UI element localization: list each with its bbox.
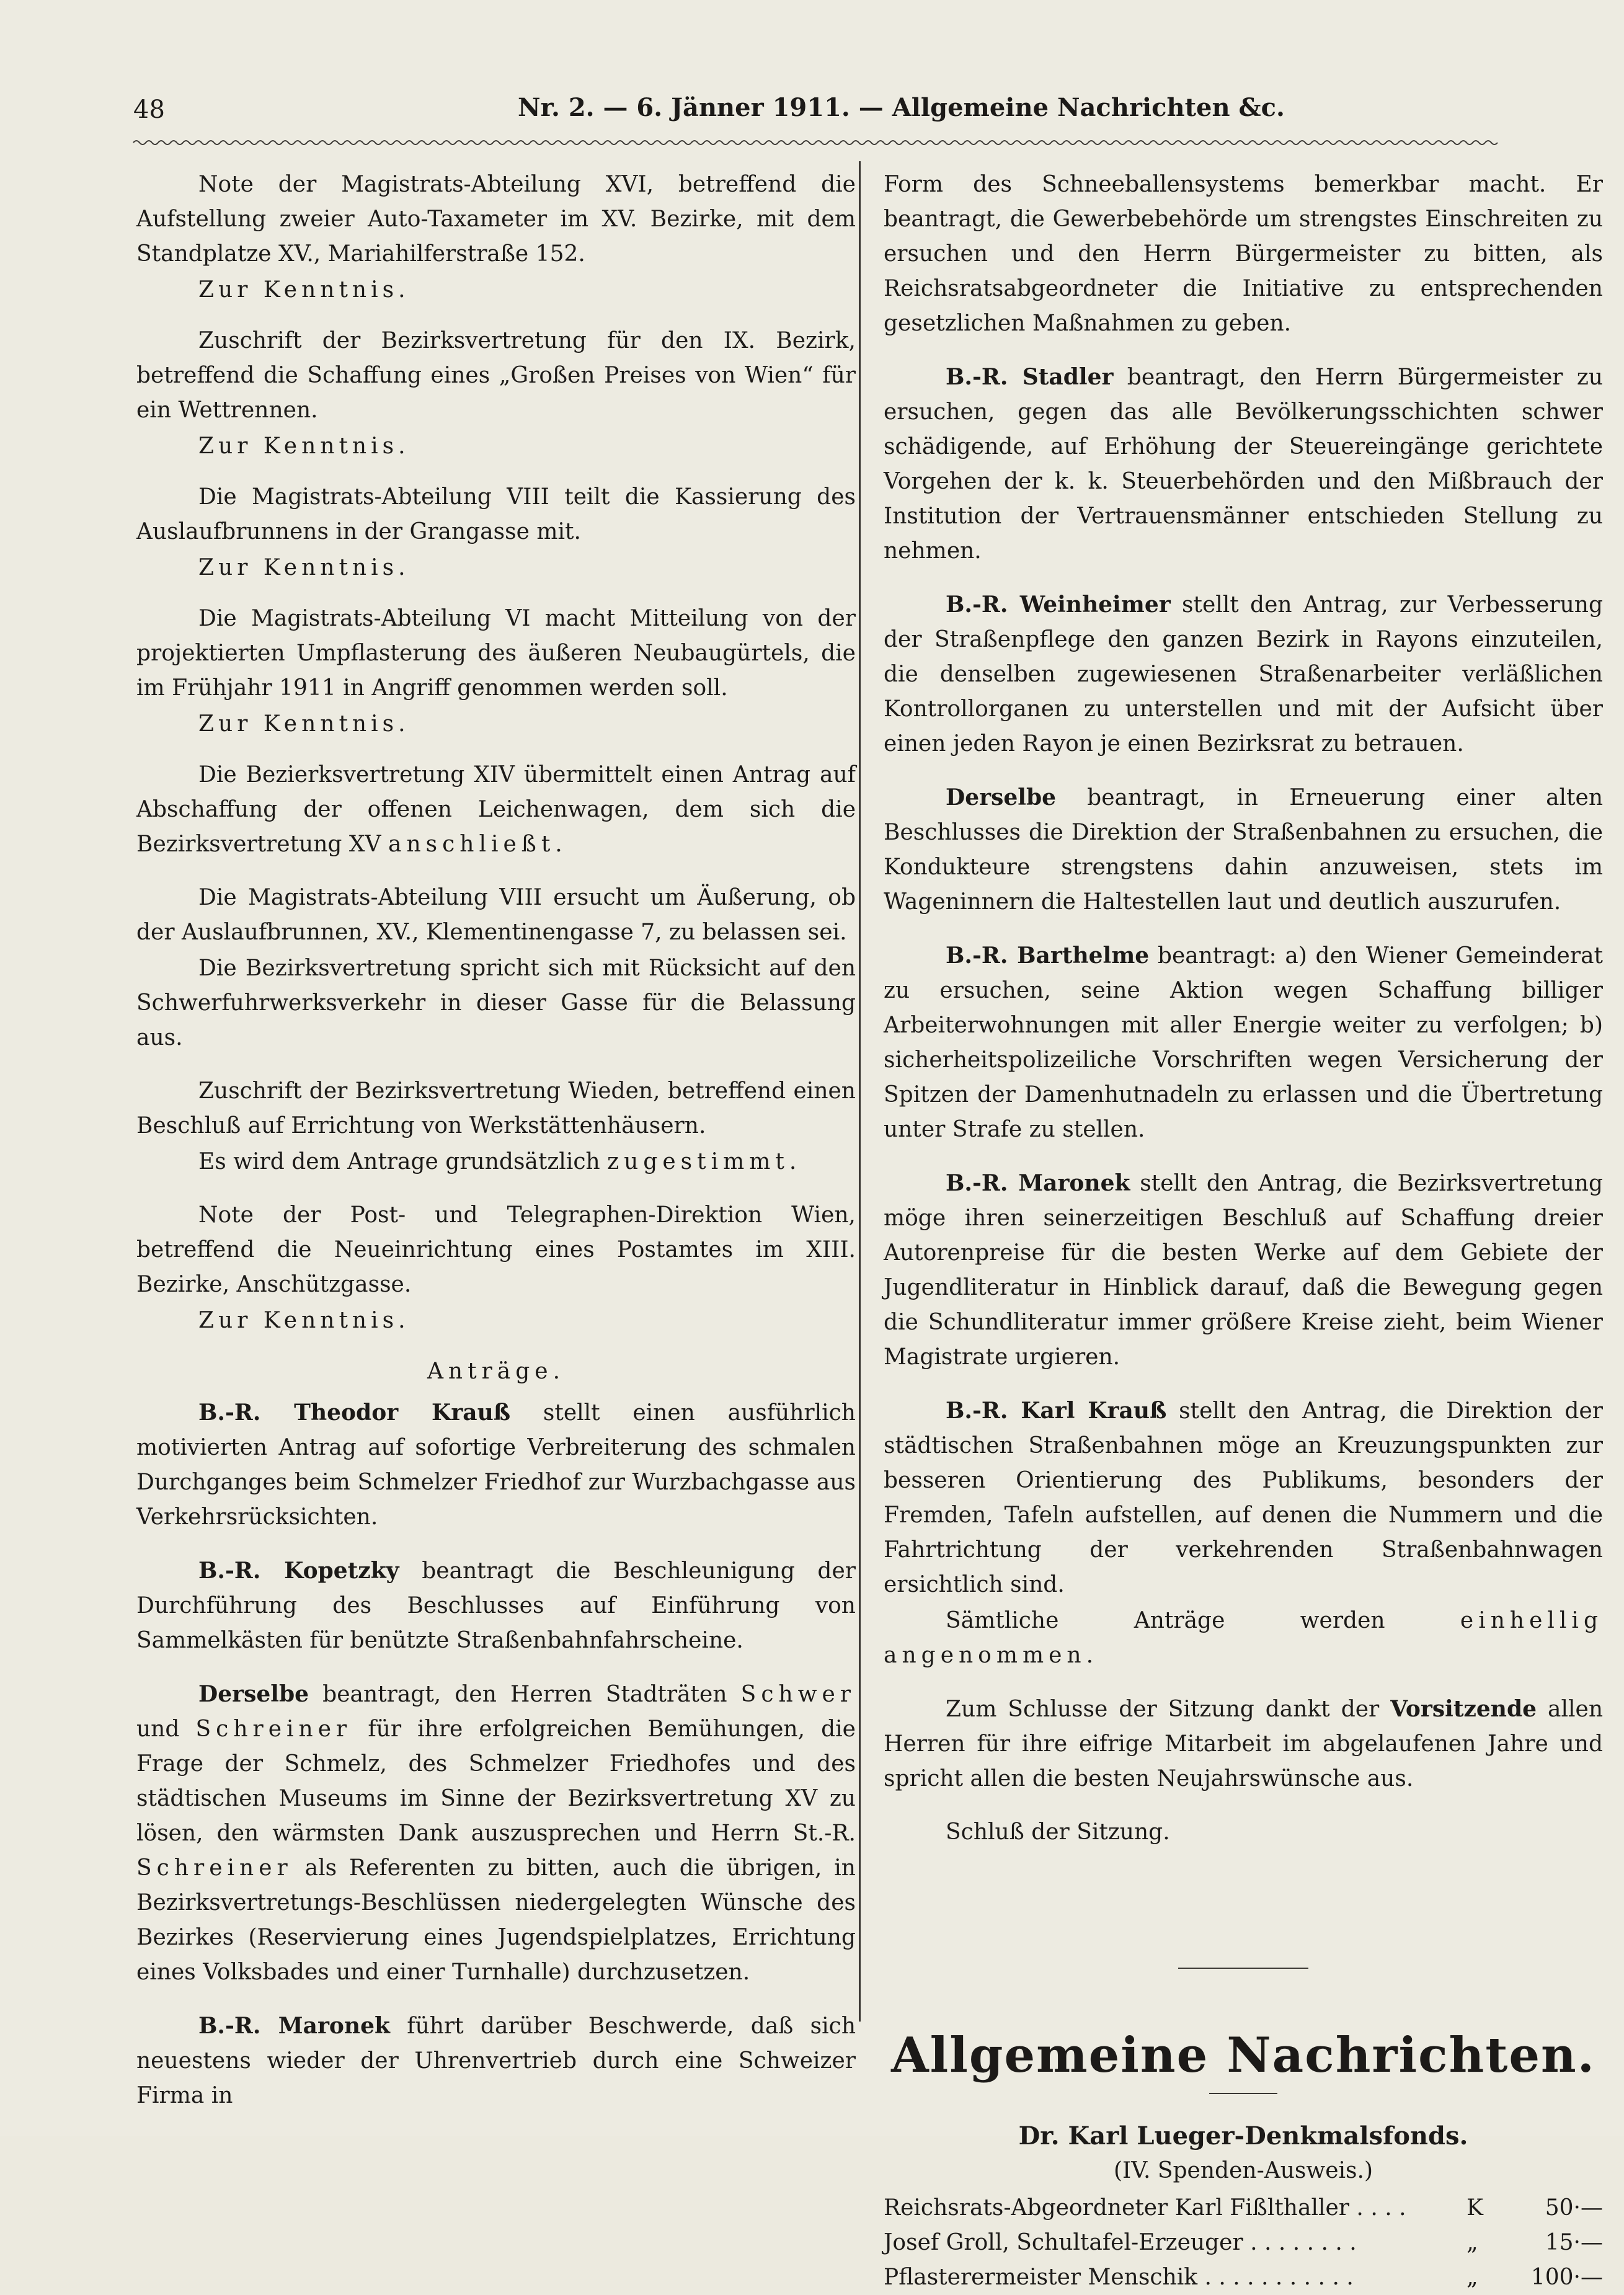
closing-line: Schluß der Sitzung. [946,1819,1170,1845]
speaker-name: Derselbe [198,1681,309,1707]
speaker-name: B.-R. Theodor Krauß [198,1400,511,1426]
section-divider [1178,1968,1308,1969]
paragraph-text: Sämtliche Anträge werden [946,1608,1385,1633]
fund-subtitle: (IV. Spenden-Ausweis.) [1113,2158,1373,2183]
resolution [136,1145,856,1179]
spaced-text: zugestimmt. [607,1149,802,1174]
paragraph: Die Magistrats-Abteilung VIII teilt die Kassierung des Auslaufbrunnens in der Grangasse mit. [136,484,856,544]
donor-name: Josef Groll, Schultafel-Erzeuger . . . . . . . . [884,2230,1357,2255]
paragraph: Zuschrift der Bezirksvertretung Wieden, betreffend einen Beschluß auf Errichtung von Werkstättenhäusern. [136,1078,856,1139]
wavy-rule [133,138,1498,148]
motion-text: beantragt, in Erneuerung einer alten Beschlusses die Direktion der Straßenbahnen zu ersuchen, die Kondukteure strengstens dahin anzuweisen, stets im Wageninnern die Haltestellen laut und deutlich auszurufen. [884,785,1604,915]
paragraph: Note der Magistrats-Abteilung XVI, betreffend die Aufstellung zweier Auto-Taxameter im XV. Bezirke, mit dem Standplatze XV., Mariahilferstraße 152. [136,172,856,267]
speaker-name: B.-R. Barthelme [946,943,1150,969]
donation-amount: 50·— [1545,2195,1603,2221]
resolution: Zur Kenntnis. [198,711,410,737]
motion [884,938,1603,1147]
speaker-name: B.-R. Weinheimer [946,592,1171,618]
currency-unit: K [1466,2195,1483,2221]
motion-text: stellt den Antrag, zur Verbesserung der Straßenpflege den ganzen Bezirk in Rayons einzuteilen, die denselben zugewiesenen Straßenarbeiter verläßlichen Kontrollorganen zu unterstellen und mit der Aufsicht über einen jeden Rayon je einen Bezirksrat zu betrauen. [884,592,1604,757]
resolution: Zur Kenntnis. [198,433,410,459]
donation-row [884,2226,1603,2260]
spaced-name: Schwer [740,1682,856,1707]
paragraph-text: allen Herren für ihre eifrige Mitarbeit im abgelaufenen Jahre und spricht allen die besten Neujahrswünsche aus. [884,1697,1604,1791]
spaced-name: Schreiner [195,1716,352,1742]
right-column [884,167,1603,2295]
resolution: Zur Kenntnis. [198,277,410,303]
donation-amount: 15·— [1545,2230,1603,2255]
page-number: 48 [133,95,165,124]
currency-unit: „ [1466,2230,1478,2255]
motion [884,360,1603,569]
section-heading: Allgemeine Nachrichten. [891,2027,1595,2084]
speaker-name: Derselbe [946,784,1057,810]
motion [136,2009,856,2113]
motion-text: stellt einen ausführlich motivierten Antrag auf sofortige Verbreiterung des schmalen Durchganges beim Schmelzer Friedhof zur Wurzbachgasse aus Verkehrsrücksichten. [136,1400,856,1530]
motion-text: stellt den Antrag, die Bezirksvertretung möge ihren seinerzeitigen Beschluß auf Schaffung dreier Autorenpreise für die besten Werke auf dem Gebiete der Jugendliteratur in Hinblick darauf, daß die Bewegung gegen die Schundliteratur immer größere Kreise zieht, beim Wiener Magistrate urgieren. [884,1171,1603,1370]
motion [884,1166,1603,1375]
speaker-name: B.-R. Stadler [946,364,1114,390]
motion [136,1395,856,1535]
page-header [133,93,1498,130]
paragraph: Zuschrift der Bezirksvertretung für den IX. Bezirk, betreffend die Schaffung eines „Großen Preises von Wien“ für ein Wettrennen. [136,328,856,423]
paragraph: Die Magistrats-Abteilung VI macht Mitteilung von der projektierten Umpflasterung des äußeren Neubaugürtels, die im Frühjahr 1911 in Angriff genommen werden soll. [136,606,856,701]
motion-text: führt darüber Beschwerde, daß sich neuestens wieder der Uhrenvertrieb durch eine Schweizer Firma in [136,2013,856,2108]
currency-unit: „ [1466,2265,1478,2290]
paragraph: Note der Post- und Telegraphen-Direktion Wien, betreffend die Neueinrichtung eines Postamtes im XIII. Bezirke, Anschützgasse. [136,1202,856,1297]
motion-text: stellt den Antrag, die Direktion der städtischen Straßenbahnen möge an Kreuzungspunkten zur besseren Orientierung des Publikums, besonders der Fremden, Tafeln aufstellen, auf denen die Nummern und die Fahrtrichtung der verkehrenden Straßenbahnwagen ersichtlich sind. [884,1398,1603,1597]
paragraph: Die Magistrats-Abteilung VIII ersucht um Äußerung, ob der Auslaufbrunnen, XV., Klementinengasse 7, zu belassen sei. [136,885,856,945]
running-title: Nr. 2. — 6. Jänner 1911. — Allgemeine Nachrichten &c. [518,93,1285,122]
motion [884,1393,1603,1602]
motion-text: beantragt die Beschleunigung der Durchführung des Beschlusses auf Einführung von Sammelkästen für benützte Straßenbahnfahrscheine. [136,1558,856,1653]
motion-text: beantragt, den Herrn Bürgermeister zu ersuchen, gegen das alle Bevölkerungsschichten schwer schädigende, auf Erhöhung der Steuereingänge gerichtete Vorgehen der k. k. Steuerbehörden und den Mißbrauch der Institution der Vertrauensmänner entschieden Stellung zu nehmen. [884,365,1603,564]
fund-title: Dr. Karl Lueger-Denkmalsfonds. [1018,2121,1468,2151]
speaker-name: B.-R. Maronek [946,1170,1130,1196]
motion [884,587,1603,761]
heading-underline [1209,2093,1277,2094]
left-column [136,167,856,2132]
resolution: Zur Kenntnis. [198,1308,410,1333]
spaced-text: einhellig angenommen. [884,1608,1603,1668]
speaker-name: B.-R. Maronek [198,2013,390,2039]
paragraph-text: Es wird dem Antrage grundsätzlich [198,1149,600,1174]
motion-text: beantragt: a) den Wiener Gemeinderat zu ersuchen, seine Aktion wegen Schaffung billiger Arbeiterwohnungen mit aller Energie weiter zu verfolgen; b) sicherheitspolizeiliche Vorschriften wegen Versicherung der Spitzen der Damenhutnadeln zu erlassen und die Übertretung unter Strafe zu stellen. [884,943,1603,1142]
speaker-name: B.-R. Karl Krauß [946,1398,1167,1424]
paragraph [884,1692,1603,1796]
resolution: Zur Kenntnis. [198,555,410,580]
spaced-text: anschließt. [388,832,567,857]
donation-amount: 100·— [1530,2265,1603,2290]
motion-text: beantragt, den Herren Stadträten [322,1682,727,1707]
spaced-name: Schreiner [136,1855,293,1881]
motion [136,1677,856,1990]
donation-row [884,2260,1603,2295]
paragraph-text: Die Bezierksvertretung XIV übermittelt einen Antrag auf Abschaffung der offenen Leichenwagen, dem sich die Bezirksvertretung XV [136,762,856,857]
motion [136,1553,856,1658]
speaker-name: Vorsitzende [1390,1696,1537,1722]
donor-name: Pflasterermeister Menschik . . . . . . . . . . . [884,2265,1354,2290]
section-heading-antraege: Anträge. [427,1359,566,1384]
donation-row [884,2191,1603,2226]
paragraph: Form des Schneeballensystems bemerkbar macht. Er beantragt, die Gewerbebehörde um strengstes Einschreiten zu ersuchen und den Herrn Bürgermeister zu bitten, als Reichsratsabgeordneter die Initiative zu entsprechenden gesetzlichen Maßnahmen zu geben. [884,172,1603,336]
paragraph: Die Bezirksvertretung spricht sich mit Rücksicht auf den Schwerfuhrwerksverkehr in dieser Gasse für die Belassung aus. [136,956,856,1050]
paragraph-text: Zum Schlusse der Sitzung dankt der [946,1697,1380,1722]
motion-text: und [136,1716,180,1742]
motion [884,780,1603,920]
donor-name: Reichsrats-Abgeordneter Karl Fißlthaller . . . . [884,2195,1406,2221]
motion-text: als Referenten zu bitten, auch die übrigen, in Bezirksvertretungs-Beschlüssen niedergelegten Wünsche des Bezirkes (Reservierung eines Jugendspielplatzes, Errichtung eines Volksbades und einer Turnhalle) durchzusetzen. [136,1855,856,1985]
resolution [884,1604,1603,1673]
speaker-name: B.-R. Kopetzky [198,1558,399,1584]
paragraph [136,758,856,862]
column-divider [859,161,861,2022]
motion-text: für ihre erfolgreichen Bemühungen, die Frage der Schmelz, des Schmelzer Friedhofes und des städtischen Museums im Sinne der Bezirksvertretung XV zu lösen, den wärmsten Dank auszusprechen und Herrn St.-R. [136,1716,856,1846]
